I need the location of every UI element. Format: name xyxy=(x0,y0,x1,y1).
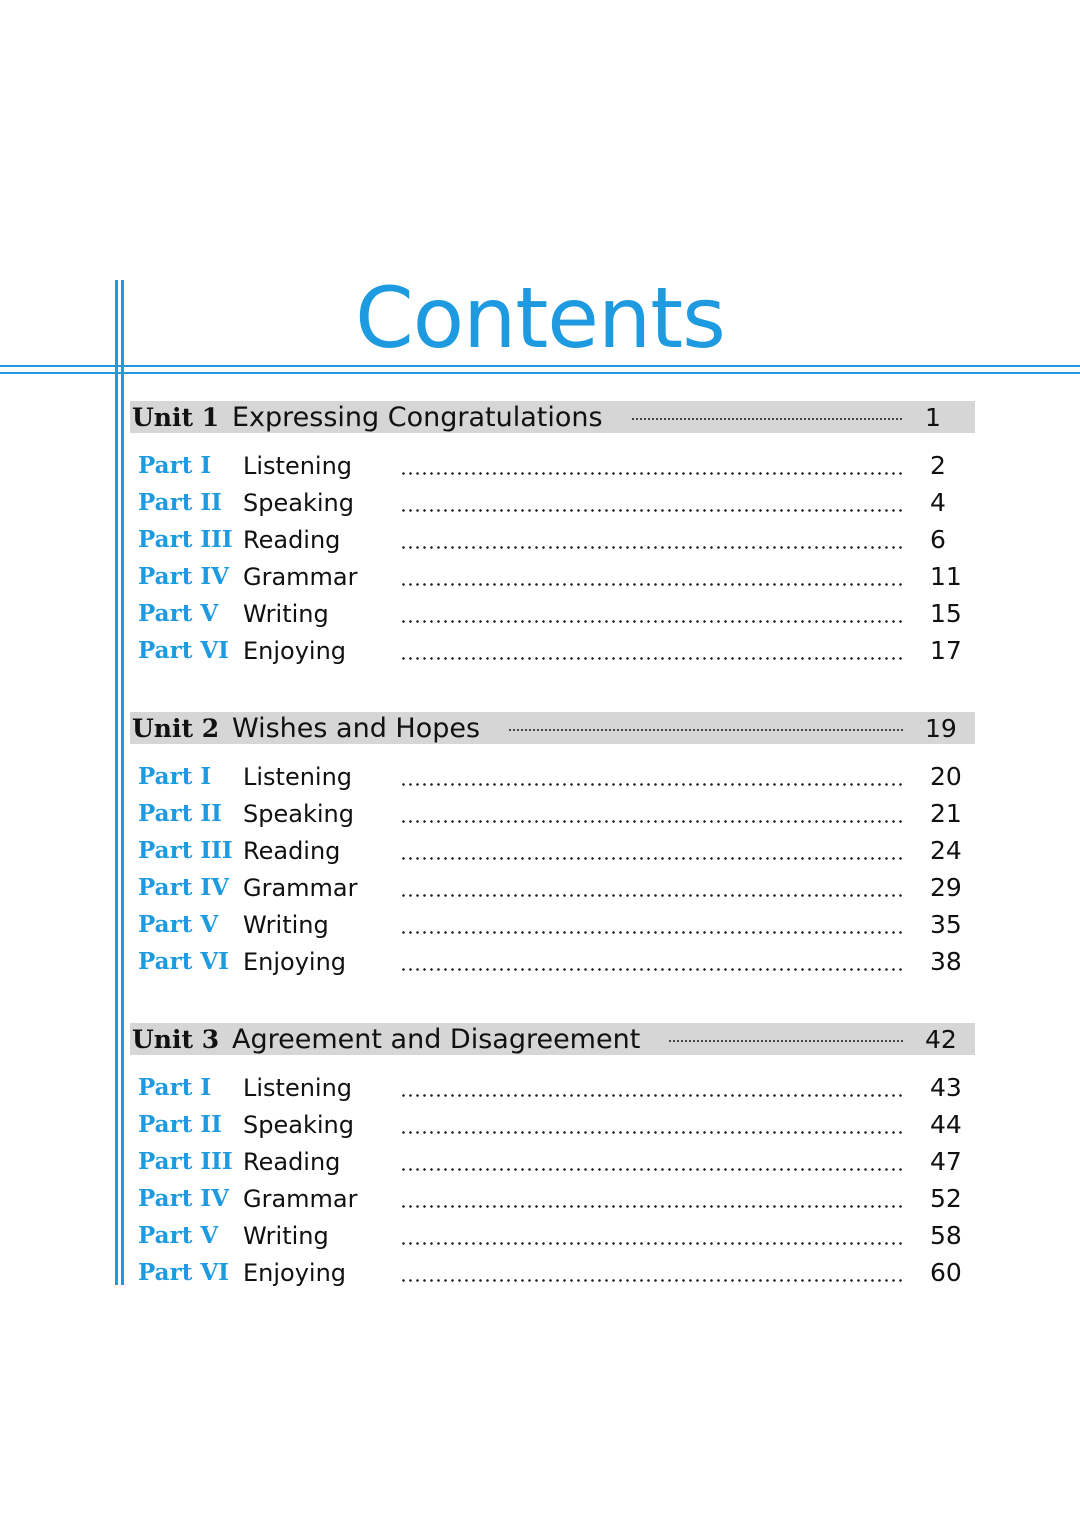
unit-page-number: 1 xyxy=(925,402,941,432)
part-name: Enjoying xyxy=(243,636,347,665)
dot-leader xyxy=(400,509,903,512)
unit-header[interactable] xyxy=(130,712,975,744)
part-label: Part II xyxy=(138,1111,222,1138)
page-number: 60 xyxy=(930,1258,962,1287)
unit-label: Unit 3 xyxy=(132,1024,220,1054)
toc-entry[interactable] xyxy=(130,943,975,980)
part-label: Part I xyxy=(138,1074,212,1101)
toc-entry[interactable] xyxy=(130,558,975,595)
part-label: Part IV xyxy=(138,874,229,901)
table-of-contents xyxy=(130,401,975,1334)
page-number: 2 xyxy=(930,451,946,480)
part-name: Speaking xyxy=(243,1110,354,1139)
part-label: Part IV xyxy=(138,1185,229,1212)
toc-entry[interactable] xyxy=(130,906,975,943)
toc-entry[interactable] xyxy=(130,1069,975,1106)
part-label: Part III xyxy=(138,837,233,864)
toc-entry[interactable] xyxy=(130,1254,975,1291)
toc-entry[interactable] xyxy=(130,1143,975,1180)
dot-leader xyxy=(400,1242,903,1245)
part-name: Reading xyxy=(243,1147,341,1176)
dot-leader xyxy=(400,1279,903,1282)
part-label: Part I xyxy=(138,452,212,479)
part-label: Part IV xyxy=(138,563,229,590)
page-number: 29 xyxy=(930,873,962,902)
unit-page-number: 42 xyxy=(925,1024,957,1054)
dot-leader xyxy=(400,857,903,860)
dot-leader xyxy=(400,1131,903,1134)
part-name: Writing xyxy=(243,1221,329,1250)
dot-leader xyxy=(400,1205,903,1208)
page-number: 44 xyxy=(930,1110,962,1139)
unit-title: Agreement and Disagreement xyxy=(232,1023,641,1055)
part-name: Writing xyxy=(243,910,329,939)
unit-section-1 xyxy=(130,401,975,669)
page-number: 15 xyxy=(930,599,962,628)
part-name: Speaking xyxy=(243,799,354,828)
dot-leader xyxy=(400,1094,903,1097)
left-rule-inner xyxy=(121,280,124,1285)
part-label: Part III xyxy=(138,526,233,553)
page-title: Contents xyxy=(355,269,725,367)
part-name: Speaking xyxy=(243,488,354,517)
part-name: Grammar xyxy=(243,873,358,902)
toc-entry[interactable] xyxy=(130,869,975,906)
part-name: Writing xyxy=(243,599,329,628)
part-name: Enjoying xyxy=(243,1258,347,1287)
part-name: Grammar xyxy=(243,1184,358,1213)
page-number: 58 xyxy=(930,1221,962,1250)
title-rule-lower xyxy=(0,372,1080,374)
page-number: 43 xyxy=(930,1073,962,1102)
unit-title: Wishes and Hopes xyxy=(232,712,481,744)
page-number: 47 xyxy=(930,1147,962,1176)
unit-title: Expressing Congratulations xyxy=(232,401,603,433)
part-name: Reading xyxy=(243,836,341,865)
part-name: Listening xyxy=(243,1073,353,1102)
page-number: 38 xyxy=(930,947,962,976)
left-rule-outer xyxy=(115,280,118,1285)
dot-leader xyxy=(631,418,903,420)
part-name: Reading xyxy=(243,525,341,554)
dot-leader xyxy=(400,657,903,660)
part-label: Part V xyxy=(138,911,219,938)
dot-leader xyxy=(400,968,903,971)
part-name: Listening xyxy=(243,451,353,480)
page-number: 52 xyxy=(930,1184,962,1213)
dot-leader xyxy=(400,783,903,786)
toc-entry[interactable] xyxy=(130,1180,975,1217)
unit-page-number: 19 xyxy=(925,713,957,743)
toc-entry[interactable] xyxy=(130,632,975,669)
part-label: Part VI xyxy=(138,1259,229,1286)
part-name: Enjoying xyxy=(243,947,347,976)
dot-leader xyxy=(400,1168,903,1171)
page-number: 4 xyxy=(930,488,946,517)
dot-leader xyxy=(400,820,903,823)
dot-leader xyxy=(508,729,903,731)
dot-leader xyxy=(400,583,903,586)
unit-label: Unit 2 xyxy=(132,713,220,743)
dot-leader xyxy=(400,620,903,623)
toc-entry[interactable] xyxy=(130,447,975,484)
dot-leader xyxy=(400,472,903,475)
part-label: Part III xyxy=(138,1148,233,1175)
part-label: Part II xyxy=(138,800,222,827)
dot-leader xyxy=(400,546,903,549)
page-number: 6 xyxy=(930,525,946,554)
toc-entry[interactable] xyxy=(130,832,975,869)
toc-entry[interactable] xyxy=(130,758,975,795)
part-label: Part I xyxy=(138,763,212,790)
unit-label: Unit 1 xyxy=(132,402,220,432)
part-name: Grammar xyxy=(243,562,358,591)
page-number: 11 xyxy=(930,562,962,591)
toc-entry[interactable] xyxy=(130,521,975,558)
page-number: 21 xyxy=(930,799,962,828)
toc-entry[interactable] xyxy=(130,484,975,521)
part-label: Part V xyxy=(138,600,219,627)
part-label: Part VI xyxy=(138,637,229,664)
part-label: Part V xyxy=(138,1222,219,1249)
part-label: Part II xyxy=(138,489,222,516)
unit-header[interactable] xyxy=(130,401,975,433)
unit-header[interactable] xyxy=(130,1023,975,1055)
unit-section-2 xyxy=(130,712,975,980)
unit-section-3 xyxy=(130,1023,975,1291)
part-name: Listening xyxy=(243,762,353,791)
toc-entry[interactable] xyxy=(130,795,975,832)
dot-leader xyxy=(668,1040,903,1042)
page-number: 20 xyxy=(930,762,962,791)
page-number: 17 xyxy=(930,636,962,665)
toc-entry[interactable] xyxy=(130,1106,975,1143)
dot-leader xyxy=(400,894,903,897)
dot-leader xyxy=(400,931,903,934)
page-number: 24 xyxy=(930,836,962,865)
part-label: Part VI xyxy=(138,948,229,975)
toc-entry[interactable] xyxy=(130,595,975,632)
toc-entry[interactable] xyxy=(130,1217,975,1254)
page-number: 35 xyxy=(930,910,962,939)
